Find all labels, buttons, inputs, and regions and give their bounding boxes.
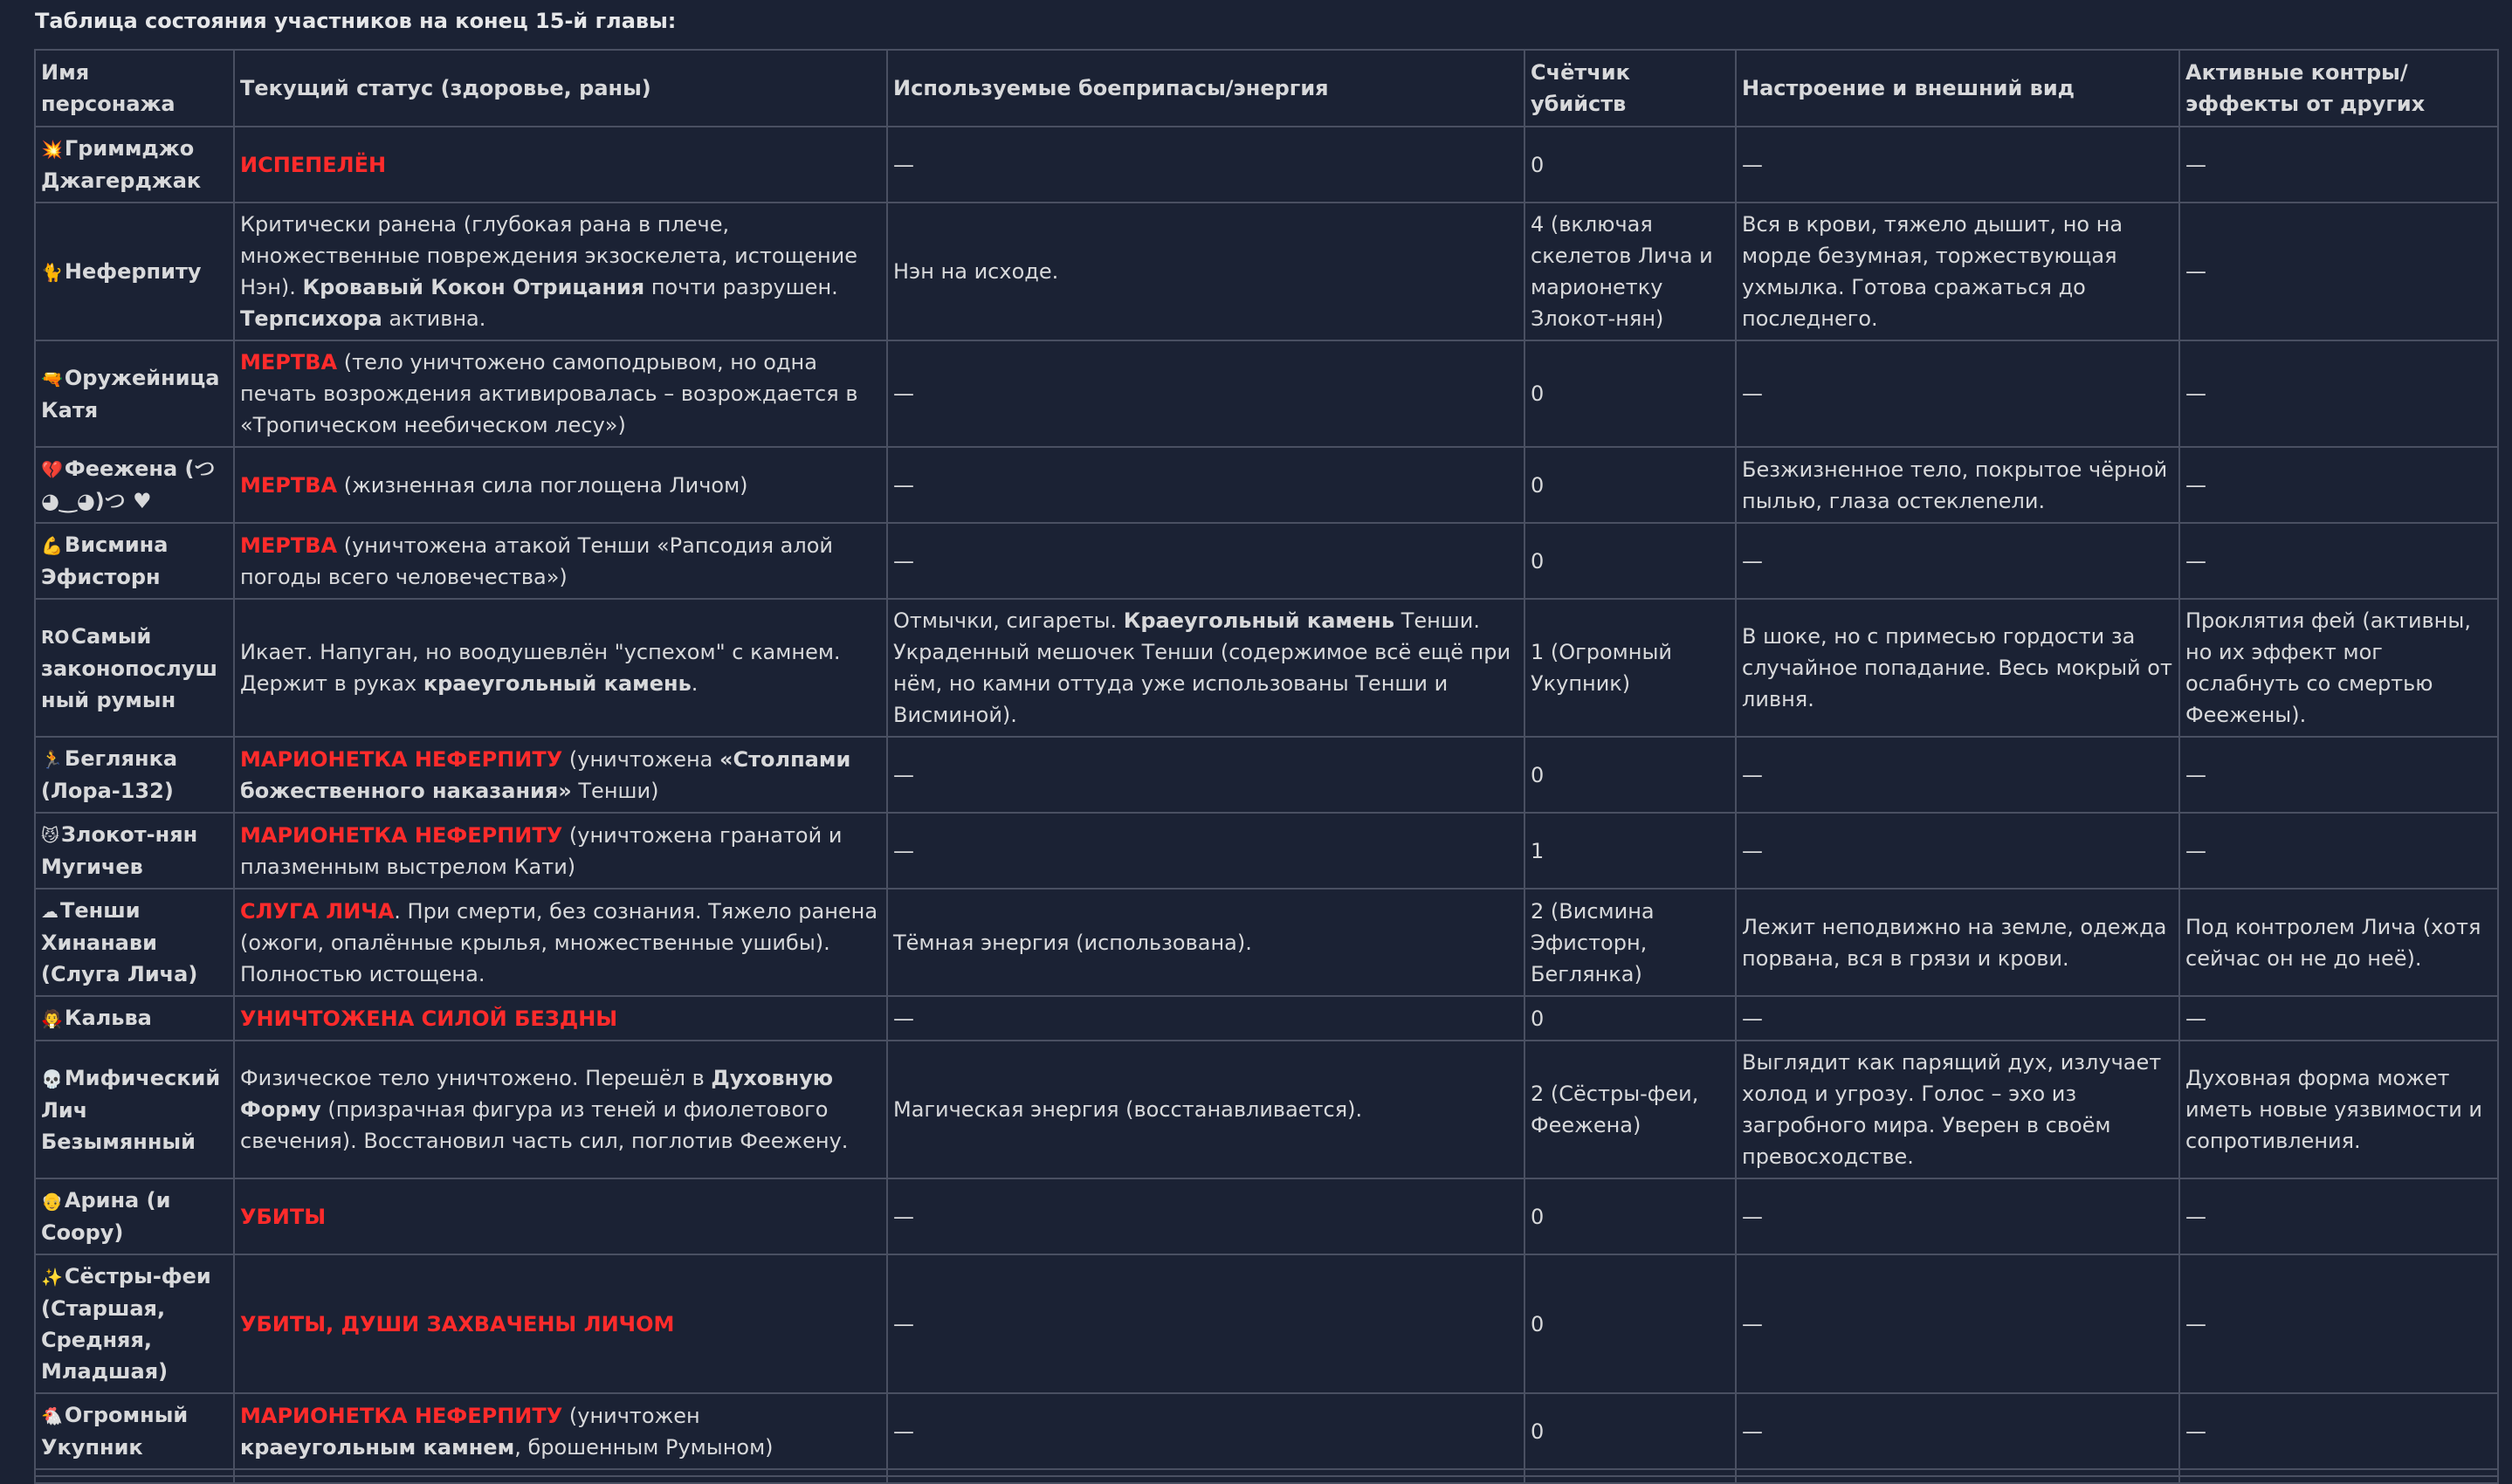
- empty-row: [35, 1476, 2498, 1483]
- mood-text: В шоке, но с примесью гордости за случайное попадание. Весь мокрый от ливня.: [1742, 624, 2172, 711]
- cell-name: [35, 523, 234, 599]
- effects-text: Проклятия фей (активны, но их эффект мог ослабнуть со смертью Феежены).: [2185, 608, 2471, 727]
- empty-cell: [2179, 1476, 2498, 1483]
- table-row: [35, 447, 2498, 523]
- status-bold1: Кровавый Кокон Отрицания: [302, 275, 645, 299]
- ammo-text: Тёмная энергия (использована).: [893, 930, 1252, 955]
- character-icon: 🐔: [41, 1405, 63, 1426]
- cell-name: [35, 599, 234, 737]
- cell-effects: [2179, 340, 2498, 447]
- cell-ammo: [887, 1178, 1524, 1254]
- character-name: Кальва: [64, 1006, 152, 1030]
- header-ammo: Используемые боеприпасы/энергия: [887, 50, 1524, 127]
- header-mood: Настроение и внешний вид: [1736, 50, 2179, 127]
- cell-effects: [2179, 889, 2498, 996]
- table-row: [35, 1393, 2498, 1469]
- ammo-text: Нэн на исходе.: [893, 259, 1059, 284]
- cell-status: [234, 813, 887, 889]
- cell-kills: [1524, 1041, 1736, 1178]
- empty-cell: [1736, 1469, 2179, 1476]
- mood-text: —: [1742, 1311, 1763, 1336]
- effects-text: —: [2185, 152, 2206, 177]
- status-bold1: Духовную Форму: [240, 1066, 834, 1122]
- cell-status: [234, 447, 887, 523]
- cell-ammo: [887, 447, 1524, 523]
- cell-mood: [1736, 447, 2179, 523]
- cell-status: [234, 889, 887, 996]
- table-row: [35, 599, 2498, 737]
- cell-status: [234, 1393, 887, 1469]
- header-name: Имя персонажа: [35, 50, 234, 127]
- table-body: [35, 127, 2498, 1483]
- empty-cell: [887, 1469, 1524, 1476]
- cell-kills: [1524, 340, 1736, 447]
- ammo-bold1: Краеугольный камень: [1123, 608, 1395, 633]
- empty-cell: [1736, 1476, 2179, 1483]
- cell-mood: [1736, 889, 2179, 996]
- cell-name: [35, 889, 234, 996]
- empty-cell: [887, 1476, 1524, 1483]
- cell-status: [234, 737, 887, 813]
- character-name: Сёстры-феи (Старшая, Средняя, Младшая): [41, 1264, 211, 1384]
- cell-name: [35, 340, 234, 447]
- header-status: Текущий статус (здоровье, раны): [234, 50, 887, 127]
- character-name: Злокот-нян Мугичев: [41, 822, 198, 879]
- effects-text: —: [2185, 381, 2206, 406]
- effects-text: —: [2185, 1204, 2206, 1229]
- cell-ammo: [887, 340, 1524, 447]
- cell-kills: [1524, 127, 1736, 203]
- character-name: Висмина Эфисторн: [41, 532, 169, 589]
- effects-text: —: [2185, 762, 2206, 787]
- mood-text: —: [1742, 1204, 1763, 1229]
- empty-cell: [35, 1476, 234, 1483]
- character-icon: 😼: [41, 825, 59, 846]
- cell-mood: [1736, 996, 2179, 1041]
- ammo-text: —: [893, 1204, 914, 1229]
- cell-mood: [1736, 340, 2179, 447]
- cell-ammo: [887, 813, 1524, 889]
- character-icon: 💀: [41, 1068, 63, 1089]
- table-row: [35, 737, 2498, 813]
- mood-text: Выглядит как парящий дух, излучает холод и угрозу. Голос – эхо из загробного мира. Уверен в своём превосходстве.: [1742, 1050, 2162, 1169]
- status-red: МЕРТВА: [240, 532, 338, 558]
- cell-effects: [2179, 599, 2498, 737]
- status-text1: (уничтожена атакой Тенши «Рапсодия алой погоды всего человечества»): [240, 532, 833, 589]
- cell-effects: [2179, 1393, 2498, 1469]
- cell-effects: [2179, 813, 2498, 889]
- effects-text: —: [2185, 838, 2206, 863]
- status-text2: Тенши): [571, 778, 659, 803]
- status-table-container: [34, 49, 2497, 1458]
- status-red: УБИТЫ, ДУШИ ЗАХВАЧЕНЫ ЛИЧОМ: [240, 1311, 675, 1336]
- table-row: [35, 1254, 2498, 1393]
- kills-text: 2 (Висмина Эфисторн, Беглянка): [1531, 898, 1655, 986]
- mood-text: Лежит неподвижно на земле, одежда порвана, вся в грязи и крови.: [1742, 914, 2167, 971]
- ammo-text: —: [893, 762, 914, 787]
- character-name: Арина (и Соору): [41, 1188, 171, 1245]
- cell-kills: [1524, 523, 1736, 599]
- status-text2: .: [691, 671, 699, 696]
- table-row: [35, 203, 2498, 340]
- effects-text: —: [2185, 548, 2206, 574]
- cell-effects: [2179, 203, 2498, 340]
- cell-effects: [2179, 996, 2498, 1041]
- character-icon: 🔫: [41, 368, 63, 389]
- status-text2: почти разрушен.: [644, 275, 838, 299]
- empty-cell: [234, 1476, 887, 1483]
- character-name: Неферпиту: [64, 258, 202, 284]
- character-icon: RO: [41, 626, 70, 648]
- cell-kills: [1524, 1178, 1736, 1254]
- status-text1: (тело уничтожено самоподрывом, но одна печать возрождения активировалась – возрождается в «Тропическом неебическом лесу»): [240, 350, 858, 437]
- character-icon: 🐈: [41, 261, 63, 283]
- cell-name: [35, 1393, 234, 1469]
- character-icon: 💪: [41, 535, 63, 556]
- character-icon: ✨: [41, 1267, 63, 1288]
- kills-text: 0: [1531, 762, 1545, 787]
- character-icon: 👴: [41, 1191, 63, 1212]
- status-bold1: краеугольным камнем: [240, 1434, 515, 1460]
- cell-kills: [1524, 599, 1736, 737]
- cell-name: [35, 1178, 234, 1254]
- status-bold2: Терпсихора: [240, 306, 382, 331]
- cell-effects: [2179, 1041, 2498, 1178]
- empty-cell: [35, 1469, 234, 1476]
- effects-text: —: [2185, 472, 2206, 498]
- status-text1: Икает. Напуган, но воодушевлён "успехом" с камнем. Держит в руках: [240, 640, 841, 696]
- mood-text: —: [1742, 838, 1763, 863]
- character-name: Оружейница Катя: [41, 365, 220, 423]
- mood-text: —: [1742, 762, 1763, 787]
- mood-text: —: [1742, 381, 1763, 406]
- cell-mood: [1736, 523, 2179, 599]
- status-text1: (жизненная сила поглощена Личом): [337, 472, 748, 498]
- cell-kills: [1524, 203, 1736, 340]
- kills-text: 0: [1531, 1311, 1545, 1336]
- cell-kills: [1524, 996, 1736, 1041]
- character-name: Огромный Укупник: [41, 1403, 189, 1460]
- cell-kills: [1524, 1393, 1736, 1469]
- status-red: МАРИОНЕТКА НЕФЕРПИТУ: [240, 822, 563, 848]
- kills-text: 0: [1531, 1419, 1545, 1444]
- ammo-text: —: [893, 152, 914, 177]
- table-row: [35, 1041, 2498, 1178]
- kills-text: 2 (Сёстры-феи, Феежена): [1531, 1082, 1699, 1137]
- table-row: [35, 523, 2498, 599]
- cell-name: [35, 737, 234, 813]
- mood-text: —: [1742, 1006, 1763, 1031]
- character-name: Мифический Лич Безымянный: [41, 1065, 221, 1154]
- ammo-text: —: [893, 1006, 914, 1031]
- cell-status: [234, 599, 887, 737]
- effects-text: —: [2185, 259, 2206, 284]
- cell-kills: [1524, 889, 1736, 996]
- cell-effects: [2179, 1178, 2498, 1254]
- cell-effects: [2179, 1254, 2498, 1393]
- table-row: [35, 996, 2498, 1041]
- status-red: МАРИОНЕТКА НЕФЕРПИТУ: [240, 1403, 563, 1428]
- cell-status: [234, 1178, 887, 1254]
- cell-mood: [1736, 813, 2179, 889]
- kills-text: 4 (включая скелетов Лича и марионетку Злокот-нян): [1531, 212, 1713, 331]
- empty-cell: [1524, 1476, 1736, 1483]
- cell-mood: [1736, 1041, 2179, 1178]
- cell-mood: [1736, 599, 2179, 737]
- kills-text: 0: [1531, 1006, 1545, 1031]
- page-title: Таблица состояния участников на конец 15-й главы:: [35, 9, 677, 33]
- mood-text: —: [1742, 548, 1763, 574]
- header-kills: Счётчик убийств: [1524, 50, 1736, 127]
- empty-cell: [2179, 1469, 2498, 1476]
- cell-kills: [1524, 1254, 1736, 1393]
- cell-ammo: [887, 1393, 1524, 1469]
- character-icon: 🏃: [41, 749, 63, 770]
- cell-status: [234, 523, 887, 599]
- cell-kills: [1524, 813, 1736, 889]
- cell-name: [35, 447, 234, 523]
- ammo-text: —: [893, 381, 914, 406]
- status-table: [34, 49, 2499, 1484]
- status-red: МЕРТВА: [240, 350, 338, 374]
- table-row: [35, 127, 2498, 203]
- cell-kills: [1524, 737, 1736, 813]
- ammo-text2: Тенши. Украденный мешочек Тенши (содержимое всё ещё при нём, но камни оттуда уже использованы Тенши и Висминой).: [893, 608, 1511, 727]
- cell-name: [35, 203, 234, 340]
- cell-effects: [2179, 127, 2498, 203]
- cell-kills: [1524, 447, 1736, 523]
- ammo-text: Магическая энергия (восстанавливается).: [893, 1097, 1363, 1122]
- cell-effects: [2179, 737, 2498, 813]
- kills-text: 0: [1531, 152, 1545, 177]
- table-row: [35, 1178, 2498, 1254]
- character-name: Самый законопослушный румын: [41, 623, 217, 712]
- cell-ammo: [887, 599, 1524, 737]
- cell-status: [234, 1254, 887, 1393]
- header-effects: Активные контры/ эффекты от других: [2179, 50, 2498, 127]
- cell-name: [35, 1041, 234, 1178]
- cell-ammo: [887, 737, 1524, 813]
- cell-name: [35, 127, 234, 203]
- table-header-row: [35, 50, 2498, 127]
- ammo-text: —: [893, 1311, 914, 1336]
- character-name: Тенши Хинанави (Слуга Лича): [41, 898, 198, 986]
- cell-name: [35, 813, 234, 889]
- status-text2: , брошенным Румыном): [514, 1434, 774, 1460]
- cell-status: [234, 340, 887, 447]
- cell-name: [35, 1254, 234, 1393]
- cell-ammo: [887, 1254, 1524, 1393]
- ammo-text: —: [893, 548, 914, 574]
- character-icon: 💥: [41, 139, 63, 160]
- cell-mood: [1736, 1254, 2179, 1393]
- cell-effects: [2179, 447, 2498, 523]
- ammo-text1: Отмычки, сигареты.: [893, 608, 1124, 633]
- cell-status: [234, 203, 887, 340]
- status-text2: (призрачная фигура из теней и фиолетового свечения). Восстановил часть сил, поглотив Феежену.: [240, 1097, 849, 1153]
- status-text1: Физическое тело уничтожено. Перешёл в: [240, 1066, 712, 1090]
- character-name: Гриммджо Джагерджак: [41, 136, 202, 193]
- cell-status: [234, 1041, 887, 1178]
- status-red: УНИЧТОЖЕНА СИЛОЙ БЕЗДНЫ: [240, 1006, 618, 1031]
- effects-text: —: [2185, 1419, 2206, 1444]
- mood-text: Вся в крови, тяжело дышит, но на морде безумная, торжествующая ухмылка. Готова сражаться до последнего.: [1742, 212, 2123, 331]
- effects-text: Духовная форма может иметь новые уязвимости и сопротивления.: [2185, 1066, 2483, 1153]
- kills-text: 1 (Огромный Укупник): [1531, 640, 1673, 696]
- status-text1: (уничтожена гранатой и плазменным выстрелом Кати): [240, 822, 843, 879]
- table-row: [35, 813, 2498, 889]
- character-name: Беглянка (Лора-132): [41, 746, 178, 803]
- effects-text: —: [2185, 1006, 2206, 1031]
- ammo-text: —: [893, 838, 914, 863]
- kills-text: 0: [1531, 472, 1545, 498]
- cell-ammo: [887, 127, 1524, 203]
- status-red: МЕРТВА: [240, 472, 338, 498]
- status-red: МАРИОНЕТКА НЕФЕРПИТУ: [240, 746, 563, 772]
- cell-status: [234, 127, 887, 203]
- kills-text: 1: [1531, 838, 1545, 863]
- cell-effects: [2179, 523, 2498, 599]
- status-text1: . При смерти, без сознания. Тяжело ранена (ожоги, опалённые крылья, множественные ушибы). Полностью истощена.: [240, 898, 878, 986]
- table-row: [35, 340, 2498, 447]
- ammo-text: —: [893, 472, 914, 498]
- empty-cell: [1524, 1469, 1736, 1476]
- cell-ammo: [887, 203, 1524, 340]
- empty-row: [35, 1469, 2498, 1476]
- status-bold1: краеугольный камень: [423, 671, 692, 696]
- status-red: УБИТЫ: [240, 1204, 327, 1229]
- cell-mood: [1736, 127, 2179, 203]
- character-icon: 🧛: [41, 1008, 63, 1029]
- kills-text: 0: [1531, 381, 1545, 406]
- effects-text: —: [2185, 1311, 2206, 1336]
- status-bold1: «Столпами божественного наказания»: [240, 746, 851, 803]
- kills-text: 0: [1531, 548, 1545, 574]
- status-red: ИСПЕПЕЛЁН: [240, 152, 387, 177]
- cell-mood: [1736, 1178, 2179, 1254]
- cell-ammo: [887, 1041, 1524, 1178]
- table-row: [35, 889, 2498, 996]
- mood-text: —: [1742, 152, 1763, 177]
- cell-mood: [1736, 1393, 2179, 1469]
- status-text1: (уничтожен: [562, 1403, 700, 1428]
- cell-status: [234, 996, 887, 1041]
- effects-text: Под контролем Лича (хотя сейчас он не до неё).: [2185, 914, 2481, 971]
- status-text1: Критически ранена (глубокая рана в плече, множественные повреждения экзоскелета, истощение Нэн).: [240, 212, 858, 299]
- cell-ammo: [887, 889, 1524, 996]
- cell-name: [35, 996, 234, 1041]
- character-icon: 💔: [41, 459, 63, 480]
- character-icon: ☁: [41, 901, 58, 922]
- ammo-text: —: [893, 1419, 914, 1444]
- cell-ammo: [887, 523, 1524, 599]
- mood-text: —: [1742, 1419, 1763, 1444]
- status-text3: активна.: [382, 306, 486, 331]
- character-name: Феежена (つ◕‿◕)つ ♥: [41, 457, 216, 513]
- cell-mood: [1736, 737, 2179, 813]
- mood-text: Безжизненное тело, покрытое чёрной пылью, глаза остеклenели.: [1742, 457, 2168, 513]
- status-red: СЛУГА ЛИЧА: [240, 898, 395, 924]
- status-text1: (уничтожена: [562, 746, 719, 772]
- kills-text: 0: [1531, 1204, 1545, 1229]
- cell-mood: [1736, 203, 2179, 340]
- empty-cell: [234, 1469, 887, 1476]
- cell-ammo: [887, 996, 1524, 1041]
